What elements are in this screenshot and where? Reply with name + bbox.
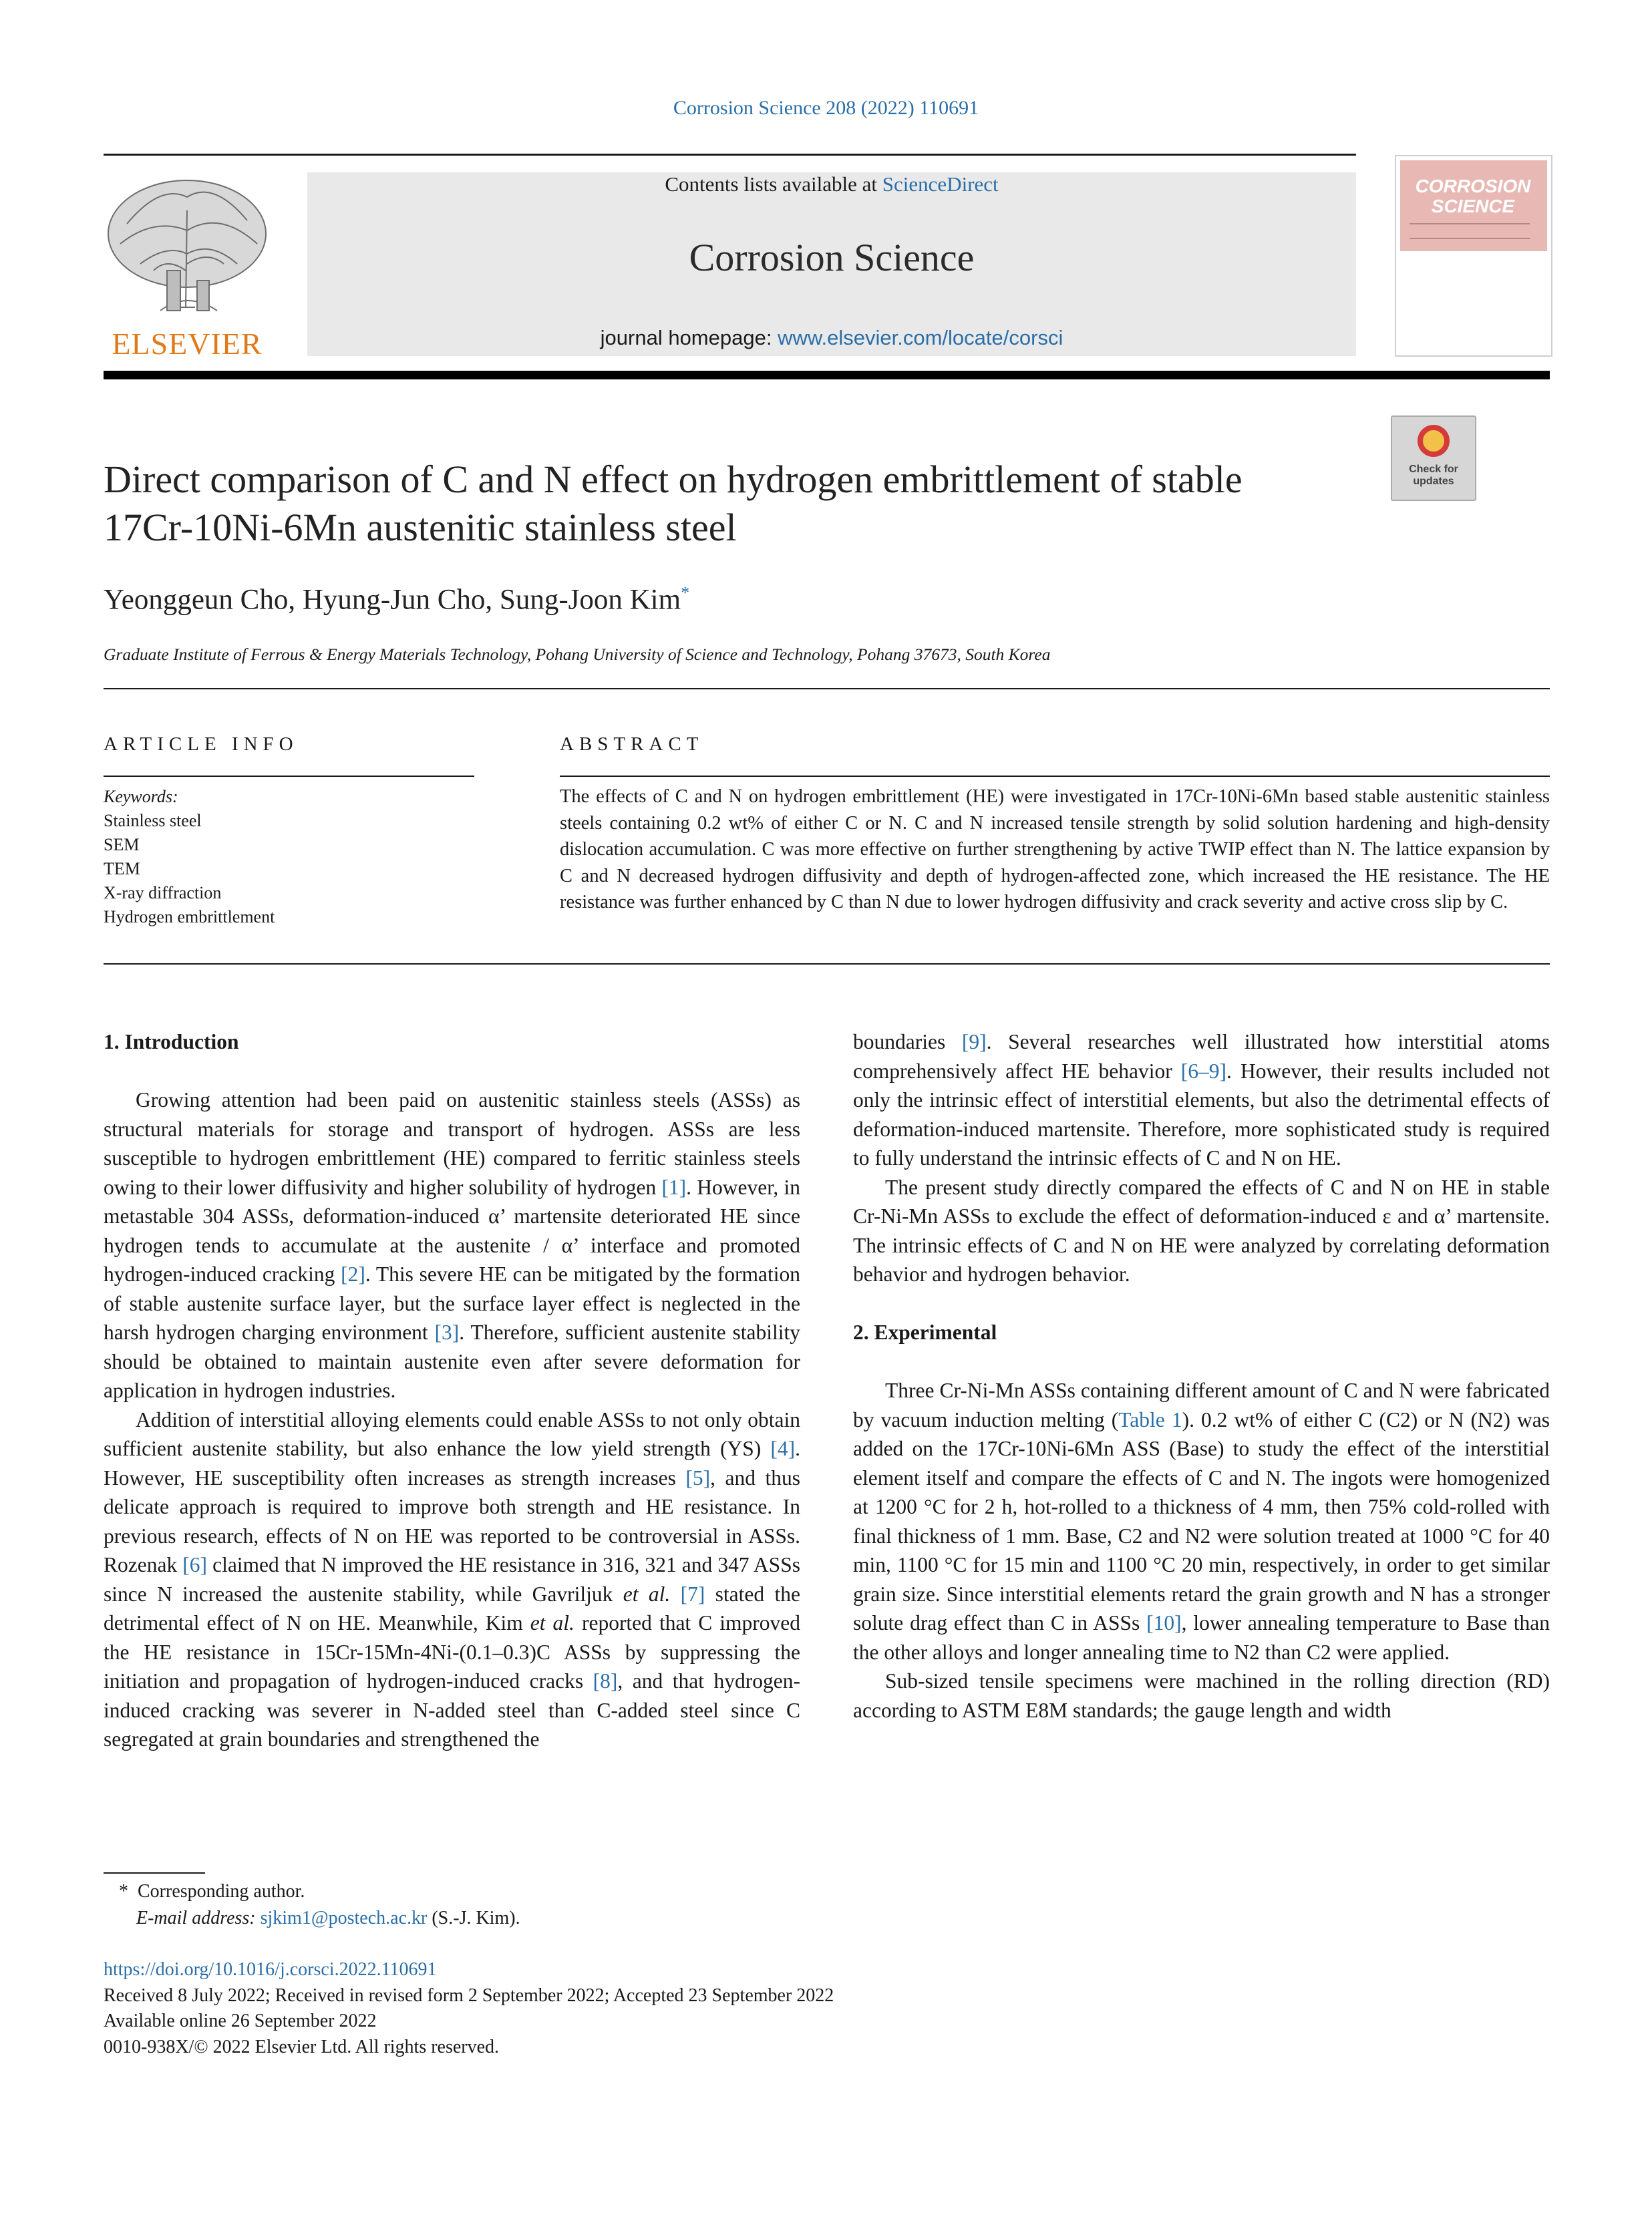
- footnote-marker: *: [119, 1881, 128, 1902]
- experimental-paragraph-2: Sub-sized tensile specimens were machined in the rolling direction (RD) according to ASTM E8M standards; the gauge length and width: [853, 1669, 1550, 1722]
- intro-paragraph-3: The present study directly compared the effects of C and N on HE in stable Cr-Ni-Mn ASSs to exclude the effect of deformation-induced ε and α’ martensite. The intrinsic effects of C and N on HE were analyzed by correlating deformation behavior and hydrogen behavior.: [853, 1175, 1550, 1286]
- footnote-rule: [104, 1872, 205, 1874]
- article-info-rule: [104, 776, 474, 777]
- journal-reference-link[interactable]: Corrosion Science 208 (2022) 110691: [673, 97, 979, 119]
- section-heading-introduction: 1. Introduction: [104, 1030, 239, 1053]
- cover-title: CORROSION SCIENCE: [1415, 176, 1531, 216]
- citation-link[interactable]: [10]: [1146, 1611, 1182, 1635]
- check-for-updates-badge[interactable]: [1391, 415, 1476, 501]
- journal-name: Corrosion Science: [689, 236, 975, 279]
- sciencedirect-link[interactable]: ScienceDirect: [882, 172, 999, 196]
- keyword-item: Hydrogen embrittlement: [104, 907, 275, 926]
- author-name[interactable]: Hyung-Jun Cho: [302, 584, 486, 616]
- citation-link[interactable]: [6]: [182, 1553, 208, 1576]
- abstract-text: The effects of C and N on hydrogen embrittlement (HE) were investigated in 17Cr-10Ni-6Mn based stable austenitic stainless steels containing 0.2 wt% of either C or N. C and N increased tensile strength by solid solution hardening and high-density dislocation accumulation. C was more effective on further strengthening by active TWIP effect than N. The lattice expansion by C and N decreased hydrogen diffusivity and depth of hydrogen-affected zone, which increased the HE resistance. The HE resistance was further enhanced by C than N due to lower hydrogen diffusivity and crack severity and active cross slip by C.: [560, 786, 1550, 912]
- citation-link[interactable]: [5]: [685, 1466, 711, 1490]
- contents-availability-line: [307, 172, 1356, 196]
- intro-paragraph-2: Addition of interstitial alloying elements could enable ASSs to not only obtain sufficient austenite stability, but also enhance the low yield strength (YS) [4]. However, HE susceptibility often increases as strength increases [5], and thus delicate approach is required to improve both strength and HE resistance. In previous research, effects of N on HE was reported to be controversial in ASSs. Rozenak [6] claimed that N improved the HE resistance in 316, 321 and 347 ASSs since N increased the austenite stability, while Gavriljuk et al. [7] stated the detrimental effect of N on HE. Meanwhile, Kim et al. reported that C improved the HE resistance in 15Cr-15Mn-4Ni-(0.1–0.3)C ASSs by suppressing the initiation and propagation of hydrogen-induced cracks [8], and that hydrogen-induced cracking was severer in N-added steel than C-added steel since C segregated at grain boundaries and strengthened the: [104, 1407, 800, 1751]
- email-label: E-mail address:: [136, 1908, 261, 1928]
- journal-cover-thumbnail[interactable]: [1395, 155, 1552, 357]
- corresponding-author-note: Corresponding author.: [138, 1881, 305, 1902]
- abstract-heading: ABSTRACT: [560, 733, 704, 755]
- doi-link[interactable]: https://doi.org/10.1016/j.corsci.2022.110691: [104, 1959, 437, 1980]
- author-name[interactable]: Sung-Joon Kim: [499, 584, 681, 616]
- received-dates: Received 8 July 2022; Received in revised form 2 September 2022; Accepted 23 September 2022: [104, 1985, 834, 2006]
- contents-prefix: Contents lists available at: [665, 172, 882, 196]
- elsevier-wordmark: ELSEVIER: [112, 327, 263, 361]
- keyword-item: SEM: [104, 835, 140, 854]
- table-reference-link[interactable]: Table 1: [1118, 1407, 1182, 1431]
- citation-link[interactable]: [9]: [961, 1030, 987, 1053]
- intro-paragraph-1: Growing attention had been paid on austenitic stainless steels (ASSs) as structural materials for storage and transport of hydrogen. ASSs are less susceptible to hydrogen embrittlement (HE) compared to ferritic stainless steels owing to their lower diffusivity and higher solubility of hydrogen [1]. However, in metastable 304 ASSs, deformation-induced α’ martensite deteriorated HE since hydrogen tends to accumulate at the austenite / α’ interface and promoted hydrogen-induced cracking [2]. This severe HE can be mitigated by the formation of stable austenite surface layer, but the surface layer effect is neglected in the harsh hydrogen charging environment [3]. Therefore, sufficient austenite stability should be obtained to maintain austenite even after severe deformation for application in hydrogen industries.: [104, 1088, 800, 1402]
- email-suffix: (S.-J. Kim).: [427, 1908, 520, 1928]
- title-line-2: 17Cr-10Ni-6Mn austenitic stainless steel: [104, 506, 737, 549]
- citation-link[interactable]: [2]: [341, 1262, 365, 1286]
- author-separator: ,: [485, 584, 500, 616]
- section-heading-experimental: 2. Experimental: [853, 1321, 997, 1344]
- author-email-link[interactable]: sjkim1@postech.ac.kr: [260, 1908, 428, 1928]
- citation-link[interactable]: [4]: [770, 1437, 796, 1460]
- body-right-column: [853, 1027, 1550, 1725]
- abstract-bottom-rule: [104, 963, 1550, 965]
- body-left-column: [104, 1027, 800, 1754]
- journal-homepage-line: [307, 326, 1356, 350]
- corresponding-author-marker[interactable]: *: [681, 583, 690, 603]
- keyword-item: Stainless steel: [104, 811, 202, 830]
- article-info-heading: ARTICLE INFO: [104, 733, 299, 755]
- available-online-date: Available online 26 September 2022: [104, 2011, 377, 2031]
- experimental-paragraph-1: Three Cr-Ni-Mn ASSs containing different amount of C and N were fabricated by vacuum induction melting (Table 1). 0.2 wt% of either C (C2) or N (N2) was added on the 17Cr-10Ni-6Mn ASS (Base) to study the effect of the interstitial element itself and compare the effects of C and N. The ingots were homogenized at 1200 °C for 2 h, hot-rolled to a thickness of 4 mm, then 75% cold-rolled with final thickness of 1 mm. Base, C2 and N2 were solution treated at 1000 °C for 40 min, 1100 °C for 15 min and 1100 °C 20 min, respectively, in order to get similar grain size. Since interstitial elements retard the grain growth and N has a stronger solute drag effect than C in ASSs [10], lower annealing temperature to Base than the other alloys and longer annealing time to N2 than C2 were applied.: [853, 1379, 1550, 1664]
- affiliation-rule: [104, 688, 1550, 689]
- footnote: [119, 1878, 520, 1932]
- keyword-item: TEM: [104, 859, 140, 878]
- keywords-label: Keywords:: [104, 787, 178, 806]
- affiliation: Graduate Institute of Ferrous & Energy Materials Technology, Pohang University of Science and Technology, Pohang 37673, South Korea: [104, 645, 1051, 664]
- author-list: [104, 583, 689, 616]
- publication-info: [104, 1957, 834, 2060]
- header-thick-rule: [104, 371, 1550, 379]
- citation-link[interactable]: [7]: [680, 1582, 705, 1606]
- homepage-prefix: journal homepage:: [600, 326, 778, 349]
- intro-paragraph-2-continued: boundaries [9]. Several researches well illustrated how interstitial atoms comprehensively affect HE behavior [6–9]. However, their results included not only the intrinsic effect of interstitial elements, but also the detrimental effects of deformation-induced martensite. Therefore, more sophisticated study is required to fully understand the intrinsic effects of C and N on HE.: [853, 1030, 1550, 1170]
- journal-homepage-link[interactable]: www.elsevier.com/locate/corsci: [778, 326, 1063, 349]
- citation-link[interactable]: [1]: [661, 1175, 687, 1199]
- citation-link[interactable]: [8]: [593, 1669, 618, 1693]
- cover-rule: [1410, 223, 1530, 239]
- copyright-line: 0010-938X/© 2022 Elsevier Ltd. All rights reserved.: [104, 2036, 500, 2057]
- paper-title: [104, 456, 1373, 552]
- bookmark-icon: [1418, 425, 1450, 457]
- title-line-1: Direct comparison of C and N effect on hydrogen embrittlement of stable: [104, 458, 1243, 501]
- citation-link[interactable]: [3]: [434, 1321, 460, 1344]
- abstract-top-rule: [560, 776, 1550, 777]
- badge-label: Check for updates: [1409, 464, 1458, 487]
- author-name[interactable]: Yeonggeun Cho: [104, 584, 289, 616]
- citation-link[interactable]: [6–9]: [1180, 1059, 1227, 1083]
- header-top-rule: [104, 154, 1356, 156]
- author-separator: ,: [288, 584, 303, 616]
- keyword-item: X-ray diffraction: [104, 883, 222, 902]
